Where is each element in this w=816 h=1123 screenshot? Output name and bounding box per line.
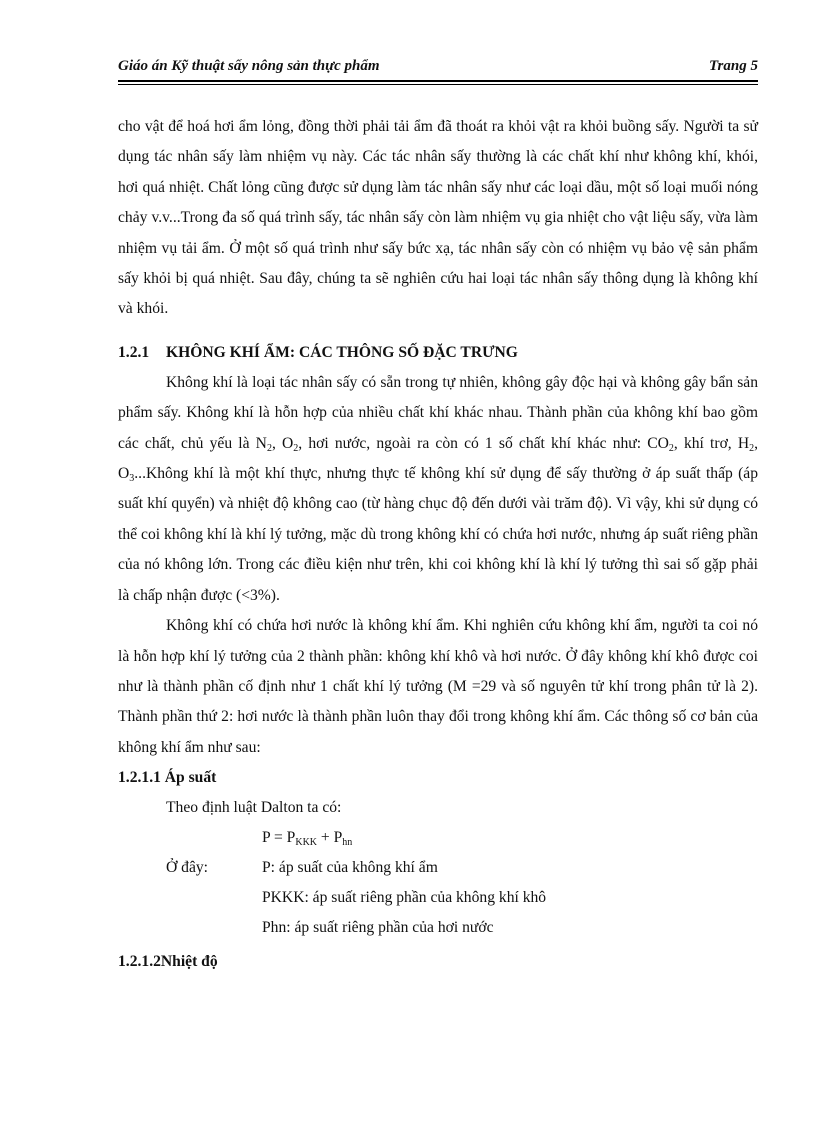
definition-item: P: áp suất của không khí ẩm: [262, 859, 438, 877]
header-title: Giáo án Kỹ thuật sấy nông sản thực phẩm: [118, 58, 380, 74]
page-content: [118, 112, 758, 977]
page-header: [118, 58, 758, 75]
dalton-intro: Theo định luật Dalton ta có:: [166, 799, 342, 817]
definition-item: Phn: áp suất riêng phần của hơi nước: [262, 919, 494, 937]
section-number: 1.2.1: [118, 343, 150, 361]
section-heading: [118, 338, 758, 368]
section-title: KHÔNG KHÍ ẨM: CÁC THÔNG SỐ ĐẶC TRƯNG: [166, 343, 518, 361]
header-rule-thick: [118, 80, 758, 82]
intro-paragraph: cho vật để hoá hơi ẩm lỏng, đồng thời phải tải ẩm đã thoát ra khỏi vật ra khỏi buồng sấy. Người ta sử dụng tác nhân sấy làm nhiệm vụ này. Các tác nhân sấy thường là các chất khí như không khí, khói, hơi quá nhiệt. Chất lỏng cũng được sử dụng làm tác nhân sấy như các loại dầu, một số loại muối nóng chảy v.v...Trong đa số quá trình sấy, tác nhân sấy còn làm nhiệm vụ gia nhiệt cho vật liệu sấy, vừa làm nhiệm vụ tải ẩm. Ở một số quá trình như sấy bức xạ, tác nhân sấy còn có nhiệm vụ bảo vệ sản phẩm sấy khỏi bị quá nhiệt. Sau đây, chúng ta sẽ nghiên cứu hai loại tác nhân sấy thông dụng là không khí và khói.: [118, 118, 758, 318]
subsection-heading-temperature: 1.2.1.2Nhiệt độ: [118, 953, 218, 971]
dalton-formula: $P = P_{KKK} + P_{hn}$: [262, 829, 353, 849]
subsection-heading-pressure: 1.2.1.1 Áp suất: [118, 769, 217, 787]
header-page-number: Trang 5: [708, 58, 758, 74]
definition-item: PKKK: áp suất riêng phần của không khí khô: [262, 889, 547, 907]
header-rule-thin: [118, 84, 758, 85]
where-label: Ở đây:: [166, 859, 209, 877]
section-paragraph-1: Không khí là loại tác nhân sấy có sẵn trong tự nhiên, không gây độc hại và không gây bẩn sản phẩm sấy. Không khí là hỗn hợp của nhiều chất khí khác nhau. Thành phần của không khí bao gồm các chất, chủ yếu là $N_2$, $O_2$, hơi nước, ngoài ra còn có 1 số chất khí khác như: $CO_2$, khí trơ, $H_2$, $O_3...Không$ khí là một khí thực, nhưng thực tế không khí sử dụng để sấy thường ở áp suất thấp (áp suất khí quyển) và nhiệt độ không cao (từ hàng chục độ đến dưới vài trăm độ). Vì vậy, khi sử dụng có thể coi không khí là khí lý tưởng, mặc dù trong không khí có chứa hơi nước, nhưng áp suất riêng phần của nó không lớn. Trong các điều kiện như trên, khi coi không khí là khí lý tưởng thì sai số gặp phải là chấp nhận được (<3%).: [118, 373, 759, 604]
definition-row: [118, 853, 758, 883]
section-paragraph-2: Không khí có chứa hơi nước là không khí ẩm. Khi nghiên cứu không khí ẩm, người ta coi nó là hỗn hợp khí lý tưởng của 2 thành phần: không khí khô và hơi nước. Ở đây không khí khô được coi như là thành phần cố định như 1 chất khí lý tưởng (M =29 và số nguyên tử khí trong phân tử là 2). Thành phần thứ 2: hơi nước là thành phần luôn thay đổi trong không khí ẩm. Các thông số cơ bản của không khí ẩm như sau:: [118, 617, 758, 756]
